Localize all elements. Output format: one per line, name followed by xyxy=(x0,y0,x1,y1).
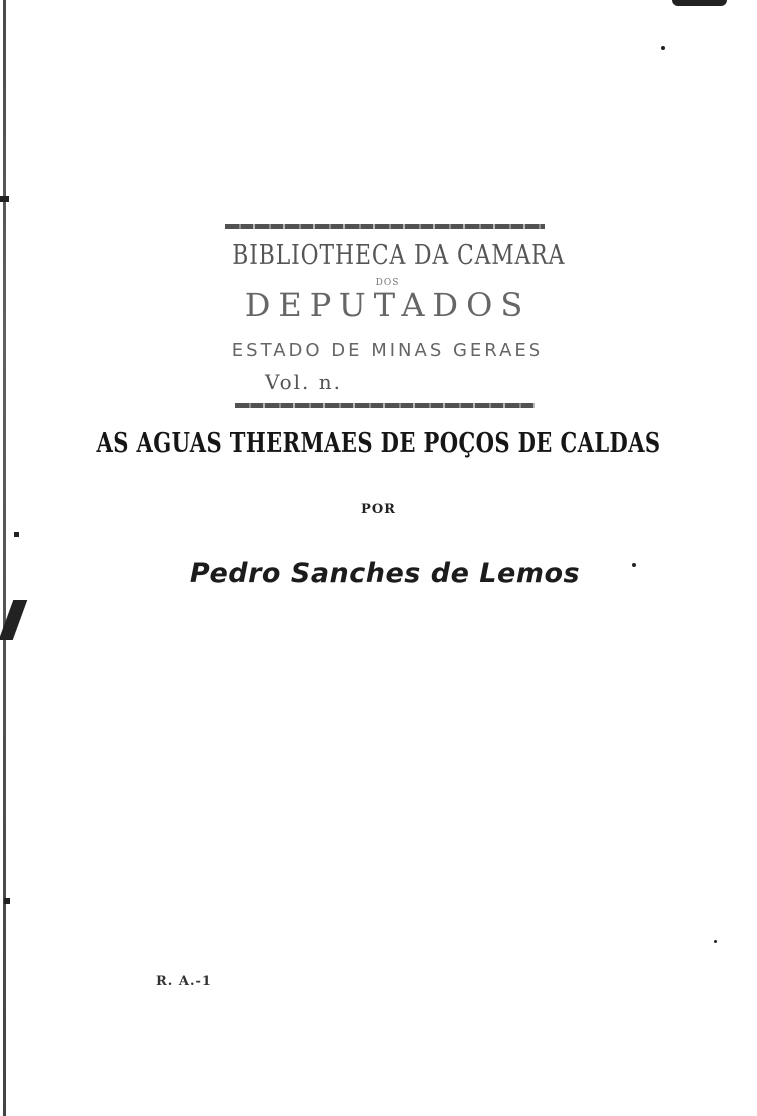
book-title: AS AGUAS THERMAES DE POÇOS DE CALDAS xyxy=(96,428,661,459)
byline: POR xyxy=(361,502,396,517)
ink-speck xyxy=(661,46,665,50)
corner-ink-mark xyxy=(672,0,727,6)
stamp-volume: Vol. n. xyxy=(265,370,342,394)
author-name: Pedro Sanches de Lemos xyxy=(189,558,581,589)
stamp-top-rule xyxy=(225,224,545,229)
stamp-dos: DOS xyxy=(375,278,400,288)
stamp-library-name: BIBLIOTHECA DA CAMARA xyxy=(232,240,566,271)
stamp-bottom-rule xyxy=(235,403,535,408)
library-stamp xyxy=(215,220,566,415)
shelf-mark: R. A.-1 xyxy=(156,974,212,989)
ink-speck xyxy=(714,940,717,943)
stamp-deputados: DEPUTADOS xyxy=(244,286,531,324)
stamp-state: ESTADO DE MINAS GERAES xyxy=(231,340,544,361)
